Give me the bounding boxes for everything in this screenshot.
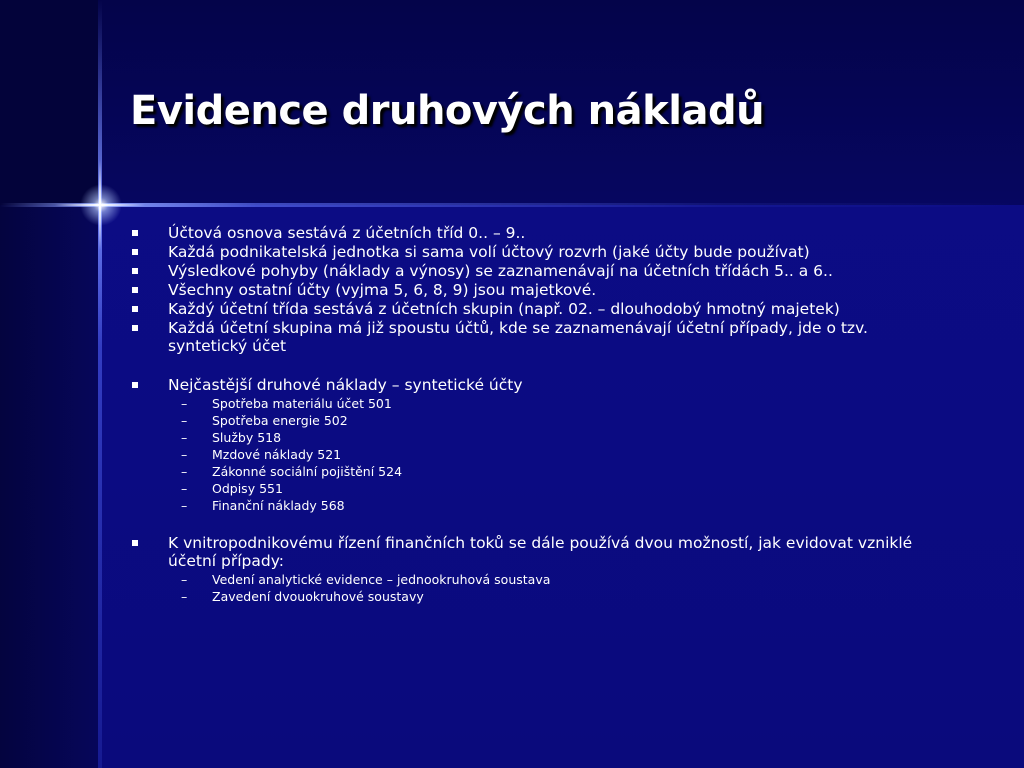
bullet-item — [130, 281, 950, 299]
bullet-item — [130, 243, 950, 261]
spacer — [130, 356, 950, 376]
sub-item — [130, 463, 950, 480]
bullet-text: Každá podnikatelská jednotka si sama volí účtový rozvrh (jaké účty bude používat) — [168, 243, 810, 261]
square-bullet-icon — [132, 287, 138, 293]
sub-item — [130, 497, 950, 514]
spacer — [130, 514, 950, 534]
bullet-item-costs — [130, 376, 950, 394]
vertical-accent-line — [98, 0, 102, 768]
bullet-item-cashflow — [130, 534, 950, 570]
sub-item-text: Služby 518 — [212, 430, 282, 445]
bullet-item — [130, 224, 950, 242]
square-bullet-icon — [132, 325, 138, 331]
sub-item-text: Zavedení dvouokruhové soustavy — [212, 589, 424, 604]
dash-bullet: – — [181, 430, 188, 445]
square-bullet-icon — [132, 268, 138, 274]
sub-item-text: Finanční náklady 568 — [212, 498, 345, 513]
slide-title: Evidence druhových nákladů — [130, 88, 765, 134]
sub-item — [130, 395, 950, 412]
bullet-text: Nejčastější druhové náklady – syntetické účty — [168, 376, 523, 394]
bullet-item — [130, 300, 950, 318]
bullet-item — [130, 262, 950, 280]
sub-item — [130, 588, 950, 605]
sub-item-text: Mzdové náklady 521 — [212, 447, 342, 462]
sub-item-text: Zákonné sociální pojištění 524 — [212, 464, 403, 479]
sub-item — [130, 480, 950, 497]
sub-item-text: Spotřeba materiálu účet 501 — [212, 396, 392, 411]
bullet-text: Výsledkové pohyby (náklady a výnosy) se zaznamenávají na účetních třídách 5.. a 6.. — [168, 262, 833, 280]
bullet-text: Každý účetní třída sestává z účetních skupin (např. 02. – dlouhodobý hmotný majetek) — [168, 300, 840, 318]
dash-bullet: – — [181, 464, 188, 479]
square-bullet-icon — [132, 540, 138, 546]
square-bullet-icon — [132, 382, 138, 388]
bullet-item — [130, 319, 950, 355]
dash-bullet: – — [181, 413, 188, 428]
dash-bullet: – — [181, 498, 188, 513]
bullet-text: K vnitropodnikovému řízení finančních toků se dále používá dvou možností, jak evidovat vzniklé účetní případy: — [168, 534, 913, 570]
sub-item-text: Vedení analytické evidence – jednookruhová soustava — [212, 572, 551, 587]
sub-item-text: Odpisy 551 — [212, 481, 283, 496]
sub-item — [130, 446, 950, 463]
dash-bullet: – — [181, 396, 188, 411]
sparkle-ray-horizontal — [55, 204, 145, 206]
bullet-text: Všechny ostatní účty (vyjma 5, 6, 8, 9) jsou majetkové. — [168, 281, 597, 299]
sub-item — [130, 429, 950, 446]
square-bullet-icon — [132, 249, 138, 255]
dash-bullet: – — [181, 447, 188, 462]
bullet-list — [130, 224, 950, 605]
sub-item — [130, 412, 950, 429]
dash-bullet: – — [181, 572, 188, 587]
dash-bullet: – — [181, 589, 188, 604]
sub-item-text: Spotřeba energie 502 — [212, 413, 348, 428]
sub-item — [130, 571, 950, 588]
dash-bullet: – — [181, 481, 188, 496]
bullet-text: Účtová osnova sestává z účetních tříd 0.. – 9.. — [168, 224, 526, 242]
horizontal-accent-line — [0, 203, 1024, 207]
square-bullet-icon — [132, 306, 138, 312]
bullet-text: Každá účetní skupina má již spoustu účtů, kde se zaznamenávají účetní případy, jde o tzv. syntetický účet — [168, 319, 868, 355]
square-bullet-icon — [132, 230, 138, 236]
corner-block — [0, 0, 98, 205]
